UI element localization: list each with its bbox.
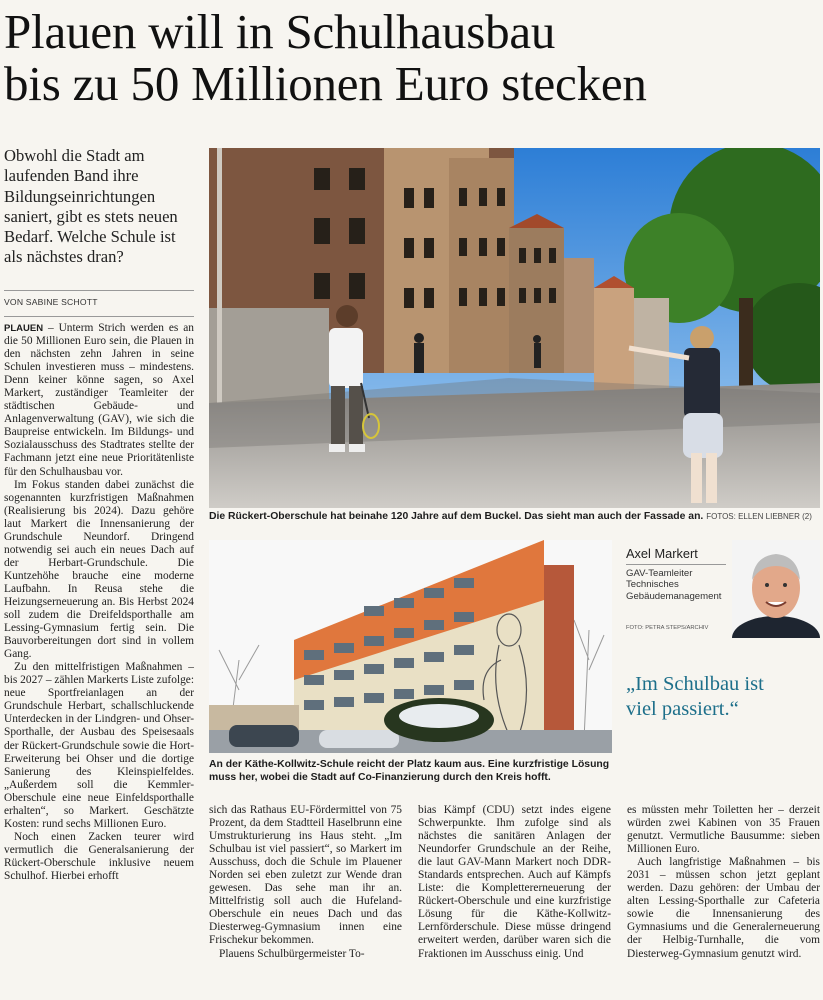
- pull-quote: [626, 672, 820, 722]
- school-courtyard-image: [209, 148, 820, 508]
- profile-photo-credit: FOTO: PETRA STEPS/ARCHIV: [626, 625, 709, 631]
- photo1-caption: [209, 510, 820, 523]
- photo-rueckert-school: [209, 148, 820, 508]
- article-column-1: [4, 322, 194, 883]
- article-column-2: [209, 804, 402, 961]
- paragraph: PLAUEN – Unterm Strich werden es an die 50 Millionen Euro sein, die Plauen in den nächsten zehn Jahren in seine Schulen investieren muss – mindestens. Denn keiner könne sagen, so Axel Markert, zuständiger Teamleiter der städtischen Gebäude- und Anlagenverwaltung (GAV), wie sich die Baupreise entwickeln. Im Bildungs- und Sozialausschuss des Stadtrates stellte der Fachmann jetzt eine neue Prioritätenliste für den Schulhausbau vor.: [4, 322, 194, 478]
- profile-divider: [626, 564, 726, 565]
- paragraph: Plauens Schulbürgermeister To-: [219, 947, 365, 960]
- dateline: PLAUEN: [4, 323, 44, 334]
- paragraph: es müssten mehr Toiletten her – derzeit würden zwei Kabinen von 35 Frauen genutzt. Vermutliche Bausumme: sieben Millionen Euro.: [627, 804, 820, 856]
- paragraph: sich das Rathaus EU-Fördermittel von 75 Prozent, da dem Stadtteil Haselbrunn eine Umstrukturierung ins Haus steht. „Im Schulbau ist viel passiert“, so Markert im Ausschuss, doch die Schule im Plauener Norden sei eben zuletzt zur Wende dran gewesen. Das sehe man ihr an. Mittelfristig soll auch die Hufeland-Oberschule ein neues Dach und das Diesterweg-Gymnasium innen eine Frischekur bekommen.: [209, 804, 402, 947]
- headline: [4, 6, 819, 110]
- paragraph: Im Fokus standen dabei zunächst die sogenannten kurzfristigen Maßnahmen (Realisierung bis 2024). Dazu gehöre laut Markert die Innensanierung der Grundschule Neundorf. Dringend notwendig sei auch ein neues Dach auf der Herbart-Grundschule. Die Kuntzehöhe brauche eine moderne Laufbahn. In Reusa stehe die Heizungserneuerung an. Bis Herbst 2024 soll zudem die Dreifeldsporthalle am Lessing-Gymnasium fertig sein. Die Bauvorbereitungen dort sind in vollem Gang.: [4, 478, 194, 661]
- paragraph: Auch langfristige Maßnahmen – bis 2031 – müssen schon jetzt geplant werden. Dazu gehören: der Umbau der alten Lessing-Sporthalle zur Cafeteria sowie die Innensanierung des Gymnasiums und die Generalerneuerung der Helbig-Turnhalle, die vom Diesterweg-Gymnasium genutzt wird.: [627, 856, 820, 960]
- profile-role: GAV-Teamleiter Technisches Gebäudemanagement: [626, 568, 722, 602]
- headline-line-1: Plauen will in Schulhausbau: [4, 4, 556, 59]
- article-column-3: [418, 804, 611, 961]
- profile-name: Axel Markert: [626, 546, 698, 561]
- teaser-divider: [4, 290, 194, 291]
- profile-box: [622, 540, 820, 640]
- pull-quote-line-2: viel passiert.“: [626, 698, 739, 720]
- teaser: Obwohl die Stadt am laufenden Band ihre Bildungseinrichtungen saniert, gibt es stets neuen Bedarf. Welche Schule ist als nächstes dran?: [4, 146, 178, 267]
- byline-divider: [4, 316, 194, 317]
- pull-quote-line-1: „Im Schulbau ist: [626, 673, 764, 695]
- article-column-4: [627, 804, 820, 961]
- kollwitz-school-image: [209, 540, 612, 753]
- paragraph: Noch einen Zacken teurer wird vermutlich die Generalsanierung der Rückert-Oberschule inklusive neuem Schulhof. Hierbei erhofft: [4, 830, 194, 882]
- photo1-credit: FOTOS: ELLEN LIEBNER (2): [706, 512, 812, 521]
- byline: VON SABINE SCHOTT: [4, 297, 98, 307]
- portrait-image: [732, 540, 820, 638]
- paragraph: Zu den mittelfristigen Maßnahmen – bis 2027 – zählen Markerts Liste zufolge: neue Sportfreianlagen an der Grundschule Herbart, schallschluckende Unterdecken in der Lindgren- und Ohser-Sporthalle, der Ausbau des Speisesaals der Rückert-Grundschule sowie die Hort-Erweiterung bei Ohser und die dortige Sanierung des Kleinspielfeldes. „Außerdem soll die Kemmler-Oberschule eine neue Einfeldsporthalle erhalten“, so Markert. Geschätzte Kosten: rund sechs Millionen Euro.: [4, 661, 194, 830]
- headline-line-2: bis zu 50 Millionen Euro stecken: [4, 56, 647, 111]
- paragraph: bias Kämpf (CDU) setzt indes eigene Schwerpunkte. Ihm zufolge sind als nächstes die sanitären Anlagen der Neundorfer Grundschule an der Reihe, die laut GAV-Mann Markert noch DDR-Standards entsprechen. Auch auf Kämpfs Liste: die Komplettererneuerung der Rückert-Oberschule und eine kurzfristige Lösung für die Käthe-Kollwitz-Lernförderschule. Diese müsse dringend erweitert werden, darüber waren sich die Fraktionen im Ausschuss einig. Und: [418, 804, 611, 960]
- photo1-caption-text: Die Rückert-Oberschule hat beinahe 120 Jahre auf dem Buckel. Das sieht man auch der Fassade an.: [209, 511, 704, 522]
- photo-kollwitz-school: [209, 540, 612, 753]
- profile-portrait: [732, 540, 820, 638]
- photo2-caption: An der Käthe-Kollwitz-Schule reicht der Platz kaum aus. Eine kurzfristige Lösung muss her, wobei die Stadt auf Co-Finanzierung durch den Kreis hofft.: [209, 759, 610, 784]
